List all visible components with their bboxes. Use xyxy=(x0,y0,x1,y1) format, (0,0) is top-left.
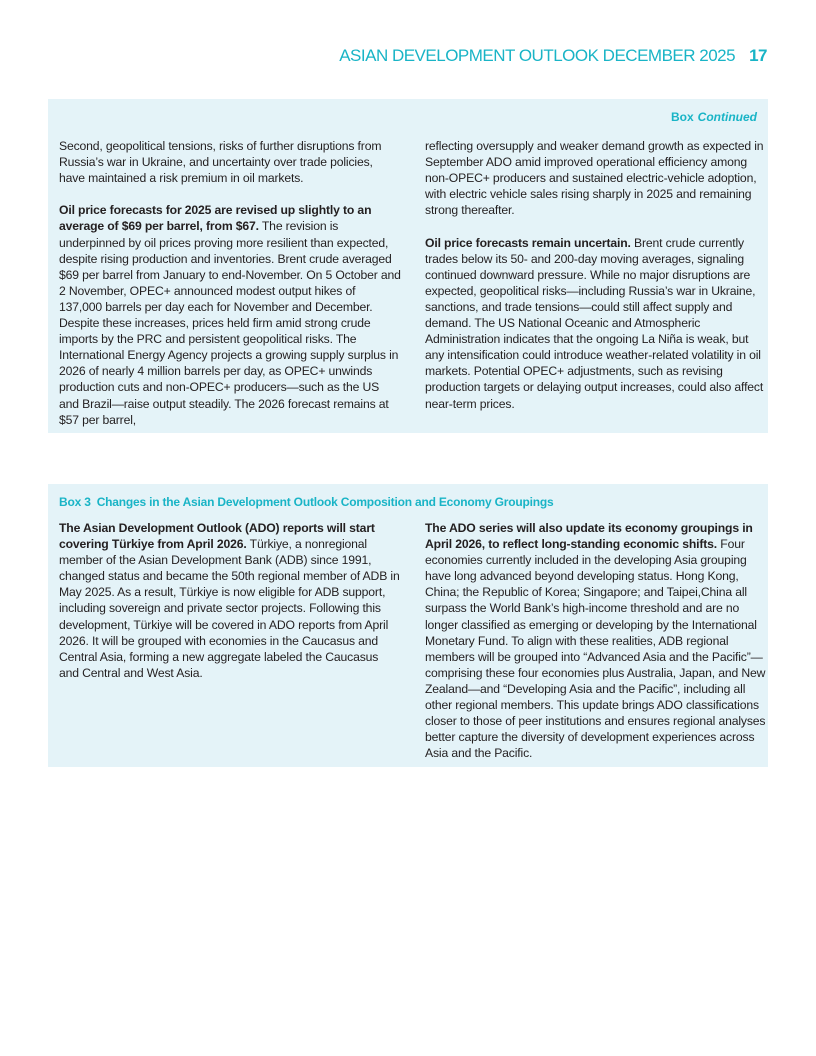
paragraph xyxy=(425,138,767,218)
paragraph-text: reflecting oversupply and weaker demand growth as expected in September ADO amid improved operational efficiency among non-OPEC+ producers and sustained electric-vehicle adoption, with electric vehicle sales rising sharply in 2025 and remaining strong thereafter. xyxy=(425,139,764,218)
box-continued-left-column xyxy=(59,138,401,444)
box-continued xyxy=(48,99,768,433)
box-3-left-column xyxy=(59,520,401,697)
box-tag-status: Continued xyxy=(697,110,757,124)
paragraph-text: Second, geopolitical tensions, risks of further disruptions from Russia’s war in Ukraine, and uncertainty over trade policies, have maintained a risk premium in oil markets. xyxy=(59,139,382,186)
paragraph xyxy=(59,202,401,427)
paragraph-lead: The ADO series will also update its economy groupings in April 2026, to reflect long-standing economic shifts. xyxy=(425,521,753,552)
paragraph xyxy=(59,520,401,681)
paragraph xyxy=(59,138,401,186)
paragraph-text: The revision is underpinned by oil prices proving more resilient than expected, despite rising production and inventories. Brent crude averaged $69 per barrel from January to end-November. On 5 October and 2 November, OPEC+ announced modest output hikes of 137,000 barrels per day each for November and December. Despite these increases, prices held firm amid strong crude imports by the PRC and persistent geopolitical risks. The International Energy Agency projects a growing supply surplus in 2026 of nearly 4 million barrels per day, as OPEC+ unwinds production cuts and non-OPEC+ producers—such as the US and Brazil—raise output steadily. The 2026 forecast remains at $57 per barrel, xyxy=(59,219,401,427)
box-tag-label: Box xyxy=(671,110,694,124)
box-3-right-column xyxy=(425,520,767,778)
paragraph-text: Four economies currently included in the developing Asia grouping have long advanced beyond developing status. Hong Kong, China; the Republic of Korea; Singapore; and Taipei,China all surpass the World Bank’s high-income threshold and are no longer classified as emerging or developing by the International Monetary Fund. To align with these realities, ADB regional members will be grouped into “Advanced Asia and the Pacific”—comprising these four economies plus Australia, Japan, and New Zealand—and “Developing Asia and the Pacific”, including all other regional members. This update brings ADO classifications closer to those of peer institutions and ensures regional analyses better capture the diversity of development experiences across Asia and the Pacific. xyxy=(425,537,766,761)
paragraph-lead: Oil price forecasts for 2025 are revised up slightly to an average of $69 per barrel, from $67. xyxy=(59,203,372,234)
page-number: 17 xyxy=(749,46,767,65)
box-3 xyxy=(48,484,768,767)
publication-title: ASIAN DEVELOPMENT OUTLOOK DECEMBER 2025 xyxy=(339,46,736,65)
box-title-text: Changes in the Asian Development Outlook Composition and Economy Groupings xyxy=(96,495,554,509)
paragraph-lead: The Asian Development Outlook (ADO) reports will start covering Türkiye from April 2026. xyxy=(59,521,375,552)
running-head xyxy=(339,46,767,66)
box-number: Box 3 xyxy=(59,495,91,509)
paragraph-text: Brent crude currently trades below its 50- and 200-day moving averages, signaling continued downward pressure. While no major disruptions are expected, geopolitical risks—including Russia’s war in Ukraine, sanctions, and trade tensions—could still affect supply and demand. The US National Oceanic and Atmospheric Administration indicates that the ongoing La Niña is weak, but any intensification could introduce weather-related volatility in oil markets. Potential OPEC+ adjustments, such as revising production targets or delaying output increases, could also affect near-term prices. xyxy=(425,235,764,411)
paragraph-lead: Oil price forecasts remain uncertain. xyxy=(425,235,631,250)
box-continued-tag xyxy=(671,110,757,124)
paragraph-text: Türkiye, a nonregional member of the Asian Development Bank (ADB) since 1991, changed status and became the 50th regional member of ADB in May 2025. As a result, Türkiye is now eligible for ADB support, including sovereign and private sector projects. Following this development, Türkiye will be covered in ADO reports from April 2026. It will be grouped with economies in the Caucasus and Central Asia, forming a new aggregate labeled the Caucasus and Central and West Asia. xyxy=(59,537,400,680)
box-3-title xyxy=(59,495,553,509)
paragraph xyxy=(425,520,767,761)
box-continued-right-column xyxy=(425,138,767,428)
paragraph xyxy=(425,235,767,412)
